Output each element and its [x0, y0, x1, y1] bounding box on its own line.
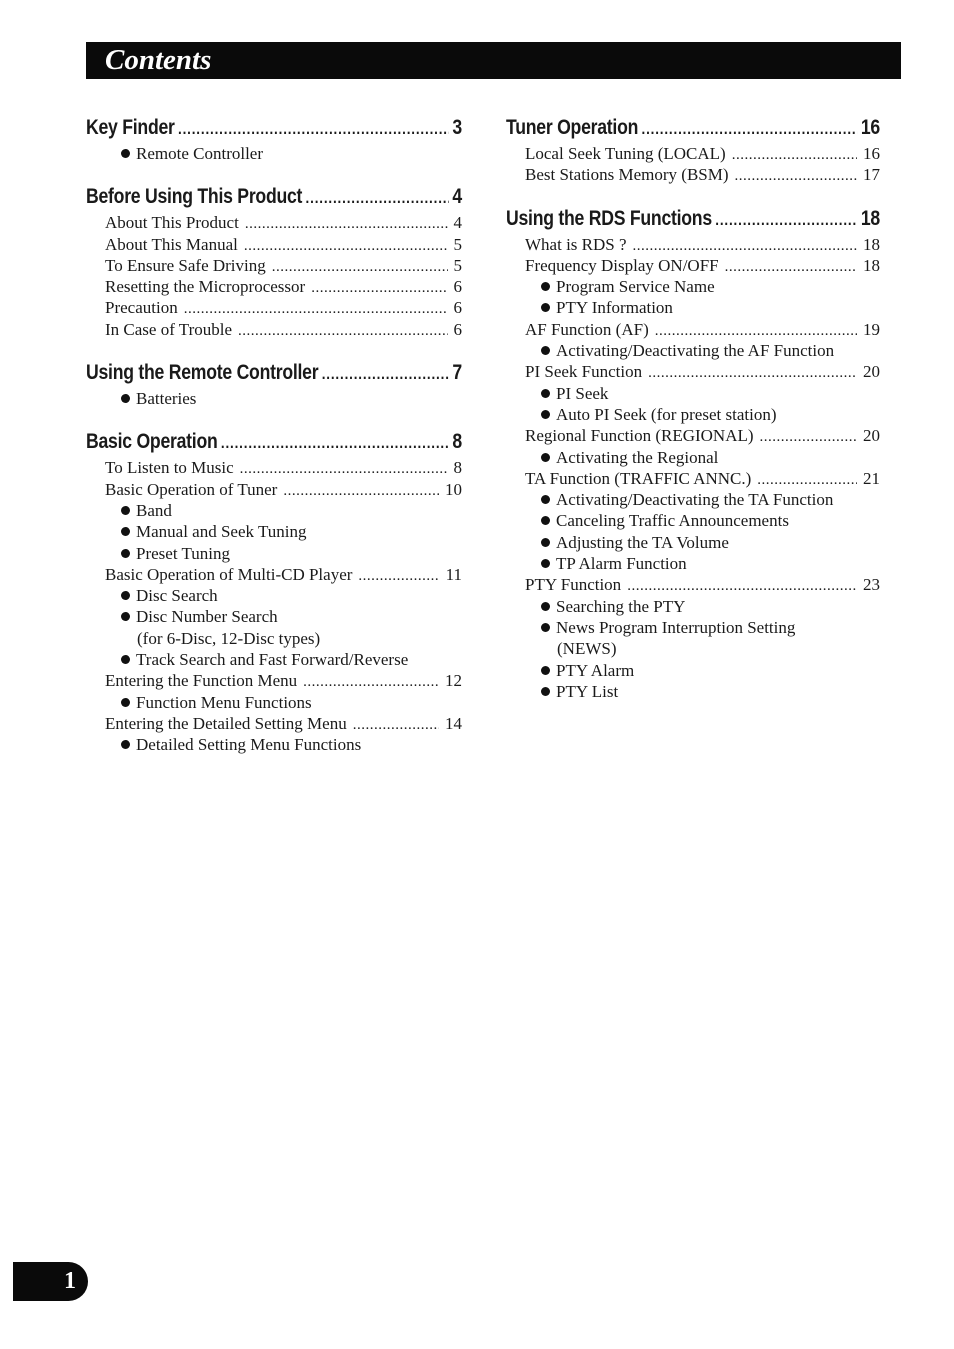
- toc-section: [506, 113, 880, 186]
- toc-entry[interactable]: [506, 425, 880, 446]
- section-heading[interactable]: [86, 113, 462, 143]
- toc-subentry: [86, 606, 462, 627]
- dot-leader: [732, 145, 857, 166]
- dot-leader: [244, 236, 448, 257]
- subentry-text: PI Seek: [556, 383, 609, 403]
- bullet-icon: [121, 149, 130, 158]
- entry-page: 20: [863, 426, 880, 446]
- subentry-text: Track Search and Fast Forward/Reverse: [136, 650, 409, 670]
- entry-page: 4: [453, 213, 462, 233]
- section-page: 16: [860, 116, 880, 139]
- dot-leader: [757, 470, 857, 491]
- dot-leader: [725, 257, 857, 278]
- toc-entry[interactable]: [86, 234, 462, 255]
- bullet-icon: [541, 282, 550, 291]
- bullet-icon: [541, 602, 550, 611]
- toc-entry[interactable]: [506, 255, 880, 276]
- toc-entry[interactable]: [506, 319, 880, 340]
- section-heading[interactable]: [506, 113, 880, 143]
- entry-title: About This Manual: [105, 234, 238, 254]
- toc-section: [86, 427, 462, 755]
- subentry-text: Activating/Deactivating the TA Function: [556, 490, 834, 510]
- subentry-text: News Program Interruption Setting: [556, 617, 796, 637]
- subentry-text: Manual and Seek Tuning: [136, 522, 307, 542]
- toc-entry[interactable]: [86, 670, 462, 691]
- subentry-text: Batteries: [136, 389, 197, 409]
- entry-page: 21: [863, 468, 880, 488]
- entry-page: 6: [453, 277, 462, 297]
- bullet-icon: [541, 666, 550, 675]
- bullet-icon: [121, 394, 130, 403]
- toc-column-left: [86, 113, 462, 756]
- subentry-text: PTY Information: [556, 298, 673, 318]
- section-page: 3: [452, 116, 462, 139]
- toc-entry[interactable]: [86, 479, 462, 500]
- toc-section: [86, 182, 462, 340]
- bullet-icon: [541, 516, 550, 525]
- toc-entry[interactable]: [506, 468, 880, 489]
- toc-subentry: [86, 143, 462, 164]
- dot-leader: [760, 427, 857, 448]
- section-title: Key Finder: [86, 116, 175, 139]
- dot-leader: [353, 715, 439, 736]
- section-heading[interactable]: [86, 358, 462, 388]
- entry-title: About This Product: [105, 213, 239, 233]
- entry-title: Basic Operation of Multi-CD Player: [105, 564, 353, 584]
- dot-leader: [272, 257, 448, 278]
- bullet-icon: [121, 591, 130, 600]
- subentry-text: Disc Number Search: [136, 607, 278, 627]
- entry-title: Best Stations Memory (BSM): [525, 165, 729, 185]
- entry-title: TA Function (TRAFFIC ANNC.): [525, 468, 752, 488]
- bullet-icon: [121, 698, 130, 707]
- entry-page: 19: [863, 319, 880, 339]
- entry-title: PTY Function: [525, 575, 622, 595]
- toc-entry[interactable]: [506, 234, 880, 255]
- entry-title: Frequency Display ON/OFF: [525, 255, 719, 275]
- entry-page: 18: [863, 234, 880, 254]
- entry-page: 8: [453, 458, 462, 478]
- toc-entry[interactable]: [86, 297, 462, 318]
- bullet-icon: [541, 623, 550, 632]
- toc-subentry: [86, 734, 462, 755]
- bullet-icon: [541, 495, 550, 504]
- subentry-text: Detailed Setting Menu Functions: [136, 735, 362, 755]
- page-number: 1: [64, 1268, 76, 1294]
- entry-page: 11: [445, 564, 462, 584]
- toc-column-right: [506, 113, 880, 702]
- subentry-text: Canceling Traffic Announcements: [556, 511, 789, 531]
- toc-section: [86, 358, 462, 409]
- toc-entry[interactable]: [506, 164, 880, 185]
- toc-continuation: (for 6-Disc, 12-Disc types): [137, 628, 321, 648]
- entry-title: Precaution: [105, 298, 178, 318]
- subentry-text: Preset Tuning: [136, 543, 230, 563]
- toc-entry[interactable]: [506, 143, 880, 164]
- section-title: Before Using This Product: [86, 185, 303, 209]
- section-heading[interactable]: [86, 427, 462, 457]
- subentry-text: PTY Alarm: [556, 660, 635, 680]
- dot-leader: [648, 363, 857, 384]
- dot-leader: [178, 115, 449, 145]
- toc-subentry: [506, 553, 880, 574]
- entry-page: 6: [453, 319, 462, 339]
- toc-subentry: [506, 447, 880, 468]
- bullet-icon: [121, 506, 130, 515]
- entry-title: To Listen to Music: [105, 458, 234, 478]
- dot-leader: [735, 166, 857, 187]
- toc-subentry: [506, 532, 880, 553]
- toc-entry[interactable]: [506, 361, 880, 382]
- bullet-icon: [121, 740, 130, 749]
- toc-entry[interactable]: [86, 255, 462, 276]
- page-number-tab: [13, 1262, 88, 1301]
- toc-entry[interactable]: [86, 564, 462, 585]
- subentry-text: Adjusting the TA Volume: [556, 532, 729, 552]
- toc-subentry: [506, 617, 880, 638]
- toc-subentry: [86, 543, 462, 564]
- entry-page: 23: [863, 575, 880, 595]
- entry-page: 17: [863, 165, 880, 185]
- toc-section: [506, 204, 880, 703]
- dot-leader: [627, 576, 857, 597]
- bullet-icon: [121, 549, 130, 558]
- bullet-icon: [541, 453, 550, 462]
- toc-subentry: [506, 489, 880, 510]
- toc-subentry: [506, 510, 880, 531]
- subentry-text: Disc Search: [136, 586, 218, 606]
- toc-subentry: [506, 276, 880, 297]
- section-title: Using the Remote Controller: [86, 361, 319, 385]
- entry-page: 12: [445, 671, 462, 691]
- bullet-icon: [541, 410, 550, 419]
- dot-leader: [322, 360, 449, 390]
- dot-leader: [311, 278, 447, 299]
- toc-subentry: [86, 585, 462, 606]
- toc-subentry: [506, 681, 880, 702]
- section-page: 4: [452, 185, 462, 209]
- entry-page: 18: [863, 255, 880, 275]
- section-title: Basic Operation: [86, 430, 218, 454]
- entry-title: What is RDS ?: [525, 234, 627, 254]
- dot-leader: [221, 429, 449, 459]
- toc-section: [86, 113, 462, 164]
- entry-page: 6: [453, 298, 462, 318]
- entry-title: In Case of Trouble: [105, 319, 233, 339]
- subentry-text: Band: [136, 500, 172, 520]
- entry-title: AF Function (AF): [525, 319, 649, 339]
- subentry-text: Function Menu Functions: [136, 692, 312, 712]
- dot-leader: [641, 115, 857, 145]
- dot-leader: [633, 236, 857, 257]
- bullet-icon: [541, 303, 550, 312]
- entry-page: 14: [445, 713, 462, 733]
- toc-subentry: [506, 383, 880, 404]
- dot-leader: [283, 481, 439, 502]
- entry-page: 5: [453, 234, 462, 254]
- toc-subentry: [86, 692, 462, 713]
- toc-subentry: [86, 388, 462, 409]
- entry-title: Resetting the Microprocessor: [105, 277, 306, 297]
- entry-title: Entering the Function Menu: [105, 671, 298, 691]
- bullet-icon: [541, 346, 550, 355]
- entry-title: Regional Function (REGIONAL): [525, 426, 754, 446]
- section-heading[interactable]: [86, 182, 462, 212]
- section-page: 18: [860, 206, 880, 230]
- dot-leader: [655, 321, 857, 342]
- toc-entry[interactable]: [506, 574, 880, 595]
- bullet-icon: [541, 687, 550, 696]
- subentry-text: Activating the Regional: [556, 447, 719, 467]
- entry-page: 10: [445, 479, 462, 499]
- toc-subentry: [86, 649, 462, 670]
- bullet-icon: [121, 612, 130, 621]
- toc-subentry: [506, 340, 880, 361]
- entry-title: PI Seek Function: [525, 362, 643, 382]
- subentry-text: TP Alarm Function: [556, 554, 687, 574]
- bullet-icon: [121, 527, 130, 536]
- toc-subentry: [506, 660, 880, 681]
- entry-title: Basic Operation of Tuner: [105, 479, 278, 499]
- bullet-icon: [541, 559, 550, 568]
- dot-leader: [238, 321, 447, 342]
- contents-banner: [86, 42, 901, 79]
- subentry-text: Searching the PTY: [556, 596, 686, 616]
- toc-subentry: [506, 297, 880, 318]
- toc-continuation: (NEWS): [557, 639, 617, 659]
- dot-leader: [715, 206, 857, 236]
- bullet-icon: [121, 655, 130, 664]
- section-page: 7: [452, 361, 462, 385]
- dot-leader: [358, 566, 439, 587]
- page-title: Contents: [105, 44, 212, 76]
- toc-entry[interactable]: [86, 319, 462, 340]
- dot-leader: [184, 299, 448, 320]
- entry-title: Entering the Detailed Setting Menu: [105, 713, 347, 733]
- entry-title: Local Seek Tuning (LOCAL): [525, 144, 726, 163]
- subentry-text: Activating/Deactivating the AF Function: [556, 341, 835, 361]
- toc-entry[interactable]: [86, 276, 462, 297]
- bullet-icon: [541, 538, 550, 547]
- dot-leader: [306, 184, 450, 214]
- dot-leader: [303, 672, 439, 693]
- toc-subentry: [86, 500, 462, 521]
- toc-entry[interactable]: [86, 713, 462, 734]
- toc-subentry: [86, 521, 462, 542]
- toc-entry[interactable]: [86, 457, 462, 478]
- entry-page: 20: [863, 362, 880, 382]
- entry-title: To Ensure Safe Driving: [105, 255, 266, 275]
- dot-leader: [245, 214, 448, 235]
- subentry-text: Auto PI Seek (for preset station): [556, 404, 777, 424]
- toc-entry[interactable]: [86, 212, 462, 233]
- toc-subentry: [506, 404, 880, 425]
- section-title: Tuner Operation: [506, 116, 639, 139]
- entry-page: 16: [863, 144, 880, 163]
- entry-page: 5: [453, 255, 462, 275]
- toc-subentry: [506, 596, 880, 617]
- bullet-icon: [541, 389, 550, 398]
- section-page: 8: [452, 430, 462, 454]
- subentry-text: Program Service Name: [556, 277, 715, 297]
- section-title: Using the RDS Functions: [506, 206, 712, 230]
- subentry-text: PTY List: [556, 681, 619, 701]
- section-heading[interactable]: [506, 204, 880, 234]
- dot-leader: [240, 459, 448, 480]
- subentry-text: Remote Controller: [136, 144, 264, 163]
